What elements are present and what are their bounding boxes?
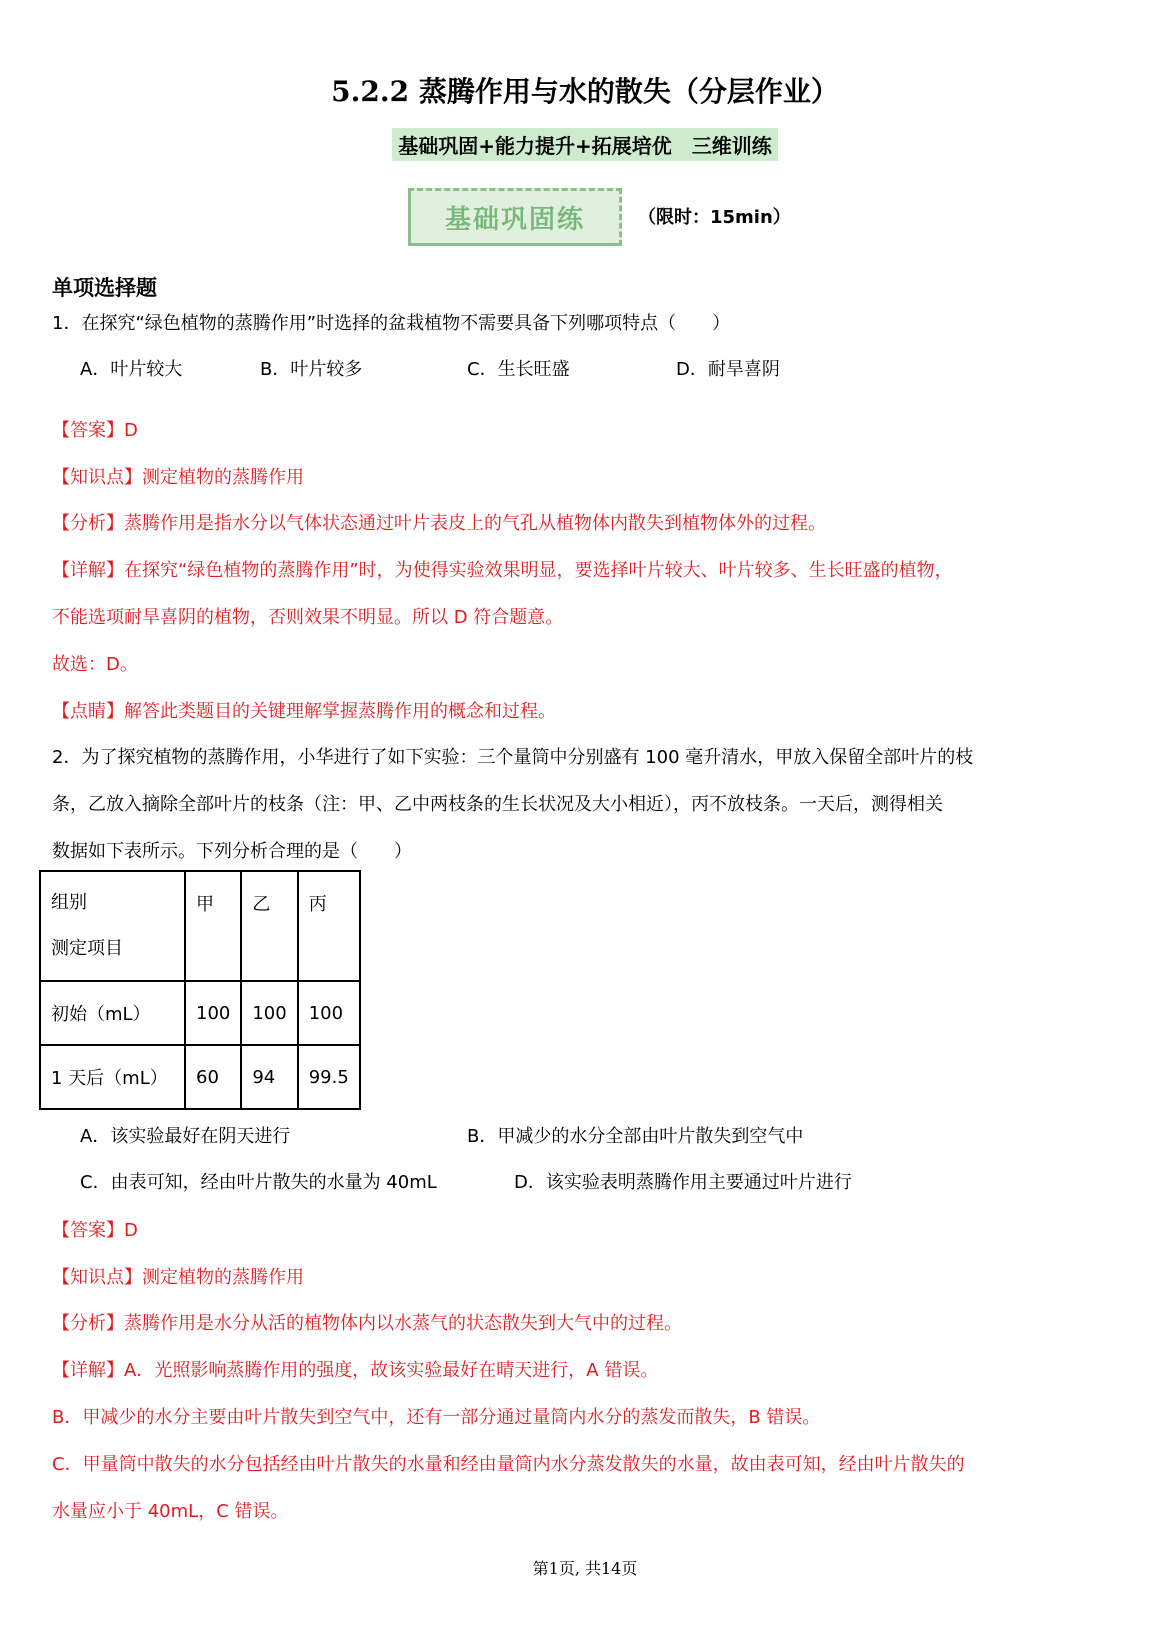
- table-cell: 100: [241, 981, 297, 1045]
- section-heading: 单项选择题: [52, 276, 157, 300]
- q1-answer: 【答案】D: [52, 420, 138, 441]
- table-row-label: 1 天后（mL）: [40, 1045, 185, 1109]
- page-footer: 第1页, 共14页: [532, 1559, 638, 1578]
- table-cell: 60: [185, 1045, 241, 1109]
- q1-option-c: C．生长旺盛: [467, 359, 570, 380]
- page-title: 5.2.2 蒸腾作用与水的散失（分层作业）: [331, 75, 839, 108]
- q1-choice: 故选：D。: [52, 654, 138, 675]
- q1-analysis: 【分析】蒸腾作用是指水分以气体状态通过叶片表皮上的气孔从植物体内散失到植物体外的过程。: [52, 513, 826, 534]
- q2-detail-a: 【详解】A．光照影响蒸腾作用的强度，故该实验最好在晴天进行，A 错误。: [52, 1360, 659, 1381]
- table-row-label: 初始（mL）: [40, 981, 185, 1045]
- q1-detail-line2: 不能选项耐旱喜阴的植物，否则效果不明显。所以 D 符合题意。: [52, 607, 564, 628]
- q1-stem: 1．在探究“绿色植物的蒸腾作用”时选择的盆栽植物不需要具备下列哪项特点（ ）: [52, 313, 731, 334]
- table-header-item: 测定项目: [51, 938, 123, 959]
- table-cell: 100: [185, 981, 241, 1045]
- table-col-bing: 丙: [298, 871, 360, 981]
- subtitle-wrap: [0, 128, 1170, 161]
- q2-analysis: 【分析】蒸腾作用是水分从活的植物体内以水蒸气的状态散失到大气中的过程。: [52, 1313, 682, 1334]
- q2-option-a: A．该实验最好在阴天进行: [80, 1126, 291, 1147]
- q1-option-d: D．耐旱喜阴: [676, 359, 780, 380]
- table-header-group: 组别: [51, 892, 87, 913]
- table-col-yi: 乙: [241, 871, 297, 981]
- q1-option-b: B．叶片较多: [260, 359, 363, 380]
- q2-option-b: B．甲减少的水分全部由叶片散失到空气中: [467, 1126, 804, 1147]
- table-cell: 94: [241, 1045, 297, 1109]
- table-cell: 99.5: [298, 1045, 360, 1109]
- q2-detail-c-line1: C．甲量筒中散失的水分包括经由叶片散失的水量和经由量筒内水分蒸发散失的水量，故由表可知，经由叶片散失的: [52, 1454, 965, 1475]
- q2-detail-b: B．甲减少的水分主要由叶片散失到空气中，还有一部分通过量筒内水分的蒸发而散失，B 错误。: [52, 1407, 821, 1428]
- q2-stem-line3: 数据如下表所示。下列分析合理的是（ ）: [52, 841, 412, 862]
- q2-knowledge: 【知识点】测定植物的蒸腾作用: [52, 1267, 304, 1288]
- table-corner-cell: [40, 871, 185, 981]
- table-col-jia: 甲: [185, 871, 241, 981]
- q2-option-c: C．由表可知，经由叶片散失的水量为 40mL: [80, 1172, 437, 1193]
- q1-tip: 【点睛】解答此类题目的关键理解掌握蒸腾作用的概念和过程。: [52, 701, 556, 722]
- q1-detail-line1: 【详解】在探究“绿色植物的蒸腾作用”时，为使得实验效果明显，要选择叶片较大、叶片较多、生长旺盛的植物，: [52, 560, 953, 581]
- q2-option-d: D．该实验表明蒸腾作用主要通过叶片进行: [514, 1172, 852, 1193]
- time-limit: （限时：15min）: [638, 207, 791, 228]
- q2-answer: 【答案】D: [52, 1220, 138, 1241]
- q2-stem-line2: 条，乙放入摘除全部叶片的枝条（注：甲、乙中两枝条的生长状况及大小相近），丙不放枝条。一天后，测得相关: [52, 794, 943, 815]
- q2-detail-c-line2: 水量应小于 40mL，C 错误。: [52, 1501, 289, 1522]
- section-stamp: 基础巩固练: [408, 188, 622, 246]
- data-table: [39, 870, 361, 1110]
- table-header-row: [40, 871, 360, 981]
- table-row: [40, 1045, 360, 1109]
- q1-knowledge: 【知识点】测定植物的蒸腾作用: [52, 467, 304, 488]
- subtitle: 基础巩固+能力提升+拓展培优 三维训练: [392, 128, 778, 161]
- q2-stem-line1: 2．为了探究植物的蒸腾作用，小华进行了如下实验：三个量筒中分别盛有 100 毫升清水，甲放入保留全部叶片的枝: [52, 747, 974, 768]
- q1-option-a: A．叶片较大: [80, 359, 183, 380]
- table-cell: 100: [298, 981, 360, 1045]
- table-row: [40, 981, 360, 1045]
